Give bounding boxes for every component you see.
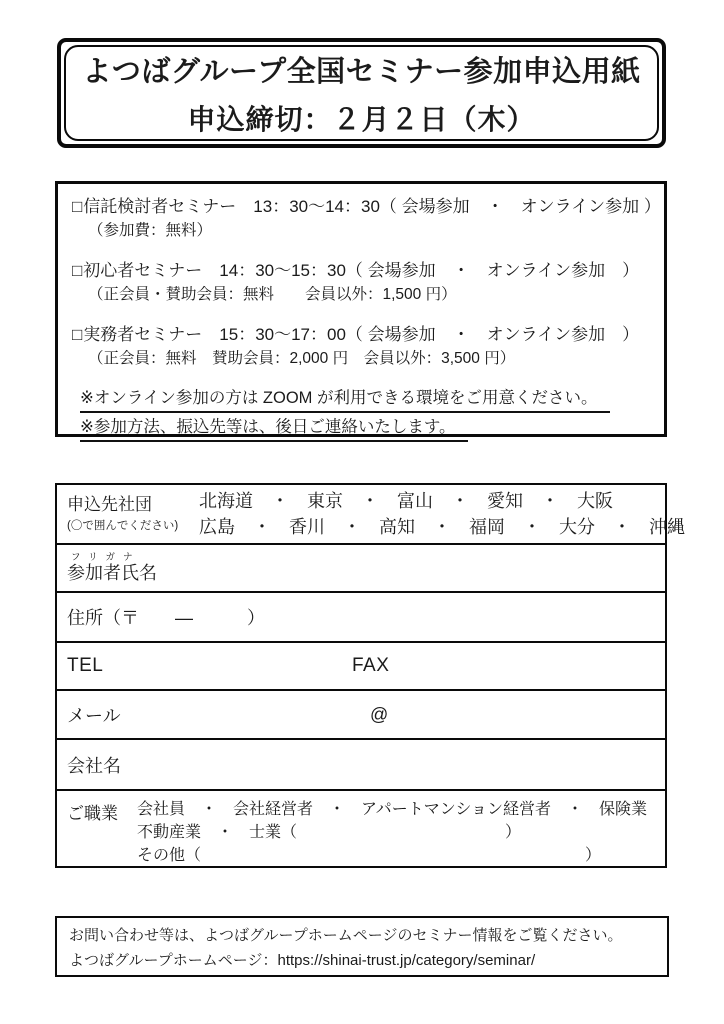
checkbox-icon: □ bbox=[72, 325, 83, 344]
homepage-url-line: よつばグループホームページ：https://shinai-trust.jp/category/seminar/ bbox=[69, 952, 536, 969]
notes-section bbox=[72, 386, 650, 444]
note-payment-contact: ※参加方法、振込先等は、後日ご連絡いたします。 bbox=[80, 415, 468, 442]
contact-info-box bbox=[55, 916, 669, 977]
row-company-name bbox=[57, 738, 665, 789]
title-box bbox=[57, 38, 666, 148]
checkbox-icon: □ bbox=[72, 261, 83, 280]
application-deadline: 申込締切：２月２日（木） bbox=[187, 103, 536, 135]
occupation-line-1: 会社員 ・ 会社経営者 ・ アパートマンション経営者 ・ 保険業 bbox=[137, 801, 648, 818]
fax-label: FAX bbox=[352, 655, 390, 676]
address-label: 住所（〒 ― ） bbox=[67, 608, 265, 628]
seminar-item bbox=[72, 194, 661, 243]
application-form-table bbox=[55, 483, 685, 868]
tel-label: TEL bbox=[67, 655, 104, 676]
contact-instruction: お問い合わせ等は、よつばグループホームページのセミナー情報をご覧ください。 bbox=[69, 927, 623, 944]
furigana-label: フリガナ bbox=[71, 552, 141, 563]
row-address bbox=[57, 591, 665, 641]
seminar-fee: （正会員・賛助会員：無料 会員以外：1,500 円） bbox=[88, 286, 457, 303]
occupation-line-2: 不動産業 ・ 士業（ ） bbox=[137, 824, 522, 841]
note-online-zoom: ※オンライン参加の方は ZOOM が利用できる環境をご用意ください。 bbox=[80, 386, 610, 413]
company-name-label: 会社名 bbox=[67, 755, 121, 776]
association-label: 申込先社団 bbox=[67, 495, 152, 514]
row-occupation bbox=[57, 789, 665, 866]
seminar-item bbox=[72, 322, 650, 371]
row-association bbox=[57, 485, 685, 543]
seminar-fee: （参加費：無料） bbox=[88, 222, 213, 239]
email-label: メール bbox=[67, 705, 121, 726]
circle-instruction: (〇で囲んでください) bbox=[67, 520, 179, 532]
row-tel-fax bbox=[57, 641, 665, 689]
seminar-title-line bbox=[72, 194, 661, 219]
participant-name-label: 参加者氏名 bbox=[67, 563, 157, 583]
page-title: よつばグループ全国セミナー参加申込用紙 bbox=[82, 55, 641, 88]
occupation-line-3: その他（ ） bbox=[137, 847, 602, 864]
seminar-selection-box bbox=[55, 181, 667, 437]
occupation-label: ご職業 bbox=[67, 804, 118, 823]
seminar-title: 信託検討者セミナー 13：30～14：30（ 会場参加 ・ オンライン参加 ） bbox=[83, 197, 661, 216]
seminar-title-line bbox=[72, 322, 650, 347]
seminar-title: 実務者セミナー 15：30～17：00（ 会場参加 ・ オンライン参加 ） bbox=[83, 325, 640, 344]
seminar-item bbox=[72, 258, 650, 307]
seminar-fee: （正会員：無料 賛助会員：2,000 円 会員以外：3,500 円） bbox=[88, 350, 516, 367]
participant-name-block bbox=[67, 553, 157, 583]
prefecture-line-1: 北海道 ・ 東京 ・ 富山 ・ 愛知 ・ 大阪 bbox=[199, 491, 613, 511]
at-symbol: @ bbox=[370, 704, 389, 724]
row-email bbox=[57, 689, 665, 738]
title-box-inner bbox=[64, 45, 659, 141]
association-label-block bbox=[67, 493, 199, 535]
prefecture-line-2: 広島 ・ 香川 ・ 高知 ・ 福岡 ・ 大分 ・ 沖縄 bbox=[199, 517, 685, 537]
row-participant-name bbox=[57, 543, 665, 591]
checkbox-icon: □ bbox=[72, 197, 83, 216]
seminar-title: 初心者セミナー 14：30～15：30（ 会場参加 ・ オンライン参加 ） bbox=[83, 261, 640, 280]
occupation-options bbox=[137, 798, 647, 867]
prefecture-options bbox=[199, 488, 685, 540]
seminar-title-line bbox=[72, 258, 650, 283]
